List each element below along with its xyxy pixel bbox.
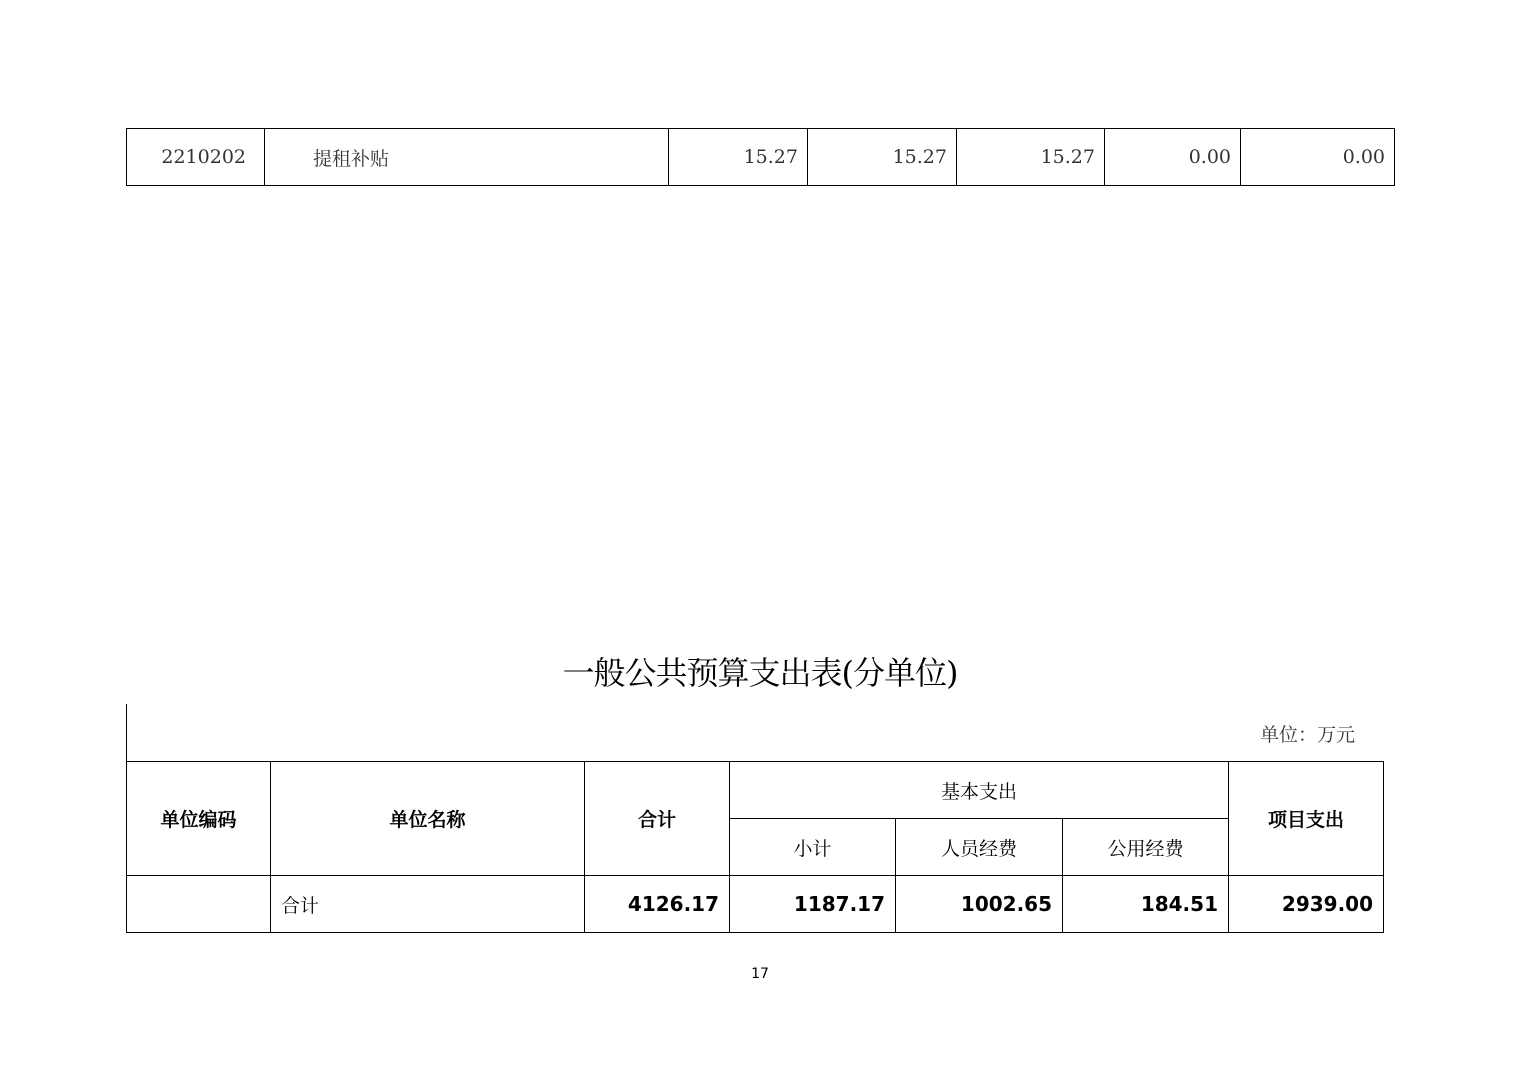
table-row [127, 876, 1384, 933]
header-unit-code: 单位编码 [127, 762, 271, 876]
budget-table [126, 761, 1384, 933]
cell-code [127, 876, 271, 933]
unit-note: 单位：万元 [1259, 724, 1355, 746]
continuation-table [126, 128, 1395, 186]
cell-public: 184.51 [1063, 876, 1229, 933]
header-row [127, 762, 1384, 819]
header-public: 公用经费 [1063, 819, 1229, 876]
table-row [127, 129, 1395, 186]
cell-total: 4126.17 [585, 876, 730, 933]
divider [126, 704, 127, 762]
cell-name: 提租补贴 [265, 129, 669, 186]
cell-value: 0.00 [1241, 129, 1395, 186]
cell-value: 15.27 [808, 129, 957, 186]
header-project-expense: 项目支出 [1229, 762, 1384, 876]
header-total: 合计 [585, 762, 730, 876]
cell-value: 0.00 [1105, 129, 1241, 186]
page-title: 一般公共预算支出表(分单位) [562, 654, 958, 692]
cell-value: 15.27 [957, 129, 1105, 186]
header-personnel: 人员经费 [896, 819, 1063, 876]
page-number: 17 [751, 966, 769, 982]
cell-personnel: 1002.65 [896, 876, 1063, 933]
header-basic-expense: 基本支出 [730, 762, 1229, 819]
cell-subtotal: 1187.17 [730, 876, 896, 933]
cell-project: 2939.00 [1229, 876, 1384, 933]
cell-name: 合计 [271, 876, 585, 933]
cell-code: 2210202 [127, 129, 265, 186]
header-unit-name: 单位名称 [271, 762, 585, 876]
header-subtotal: 小计 [730, 819, 896, 876]
cell-value: 15.27 [669, 129, 808, 186]
